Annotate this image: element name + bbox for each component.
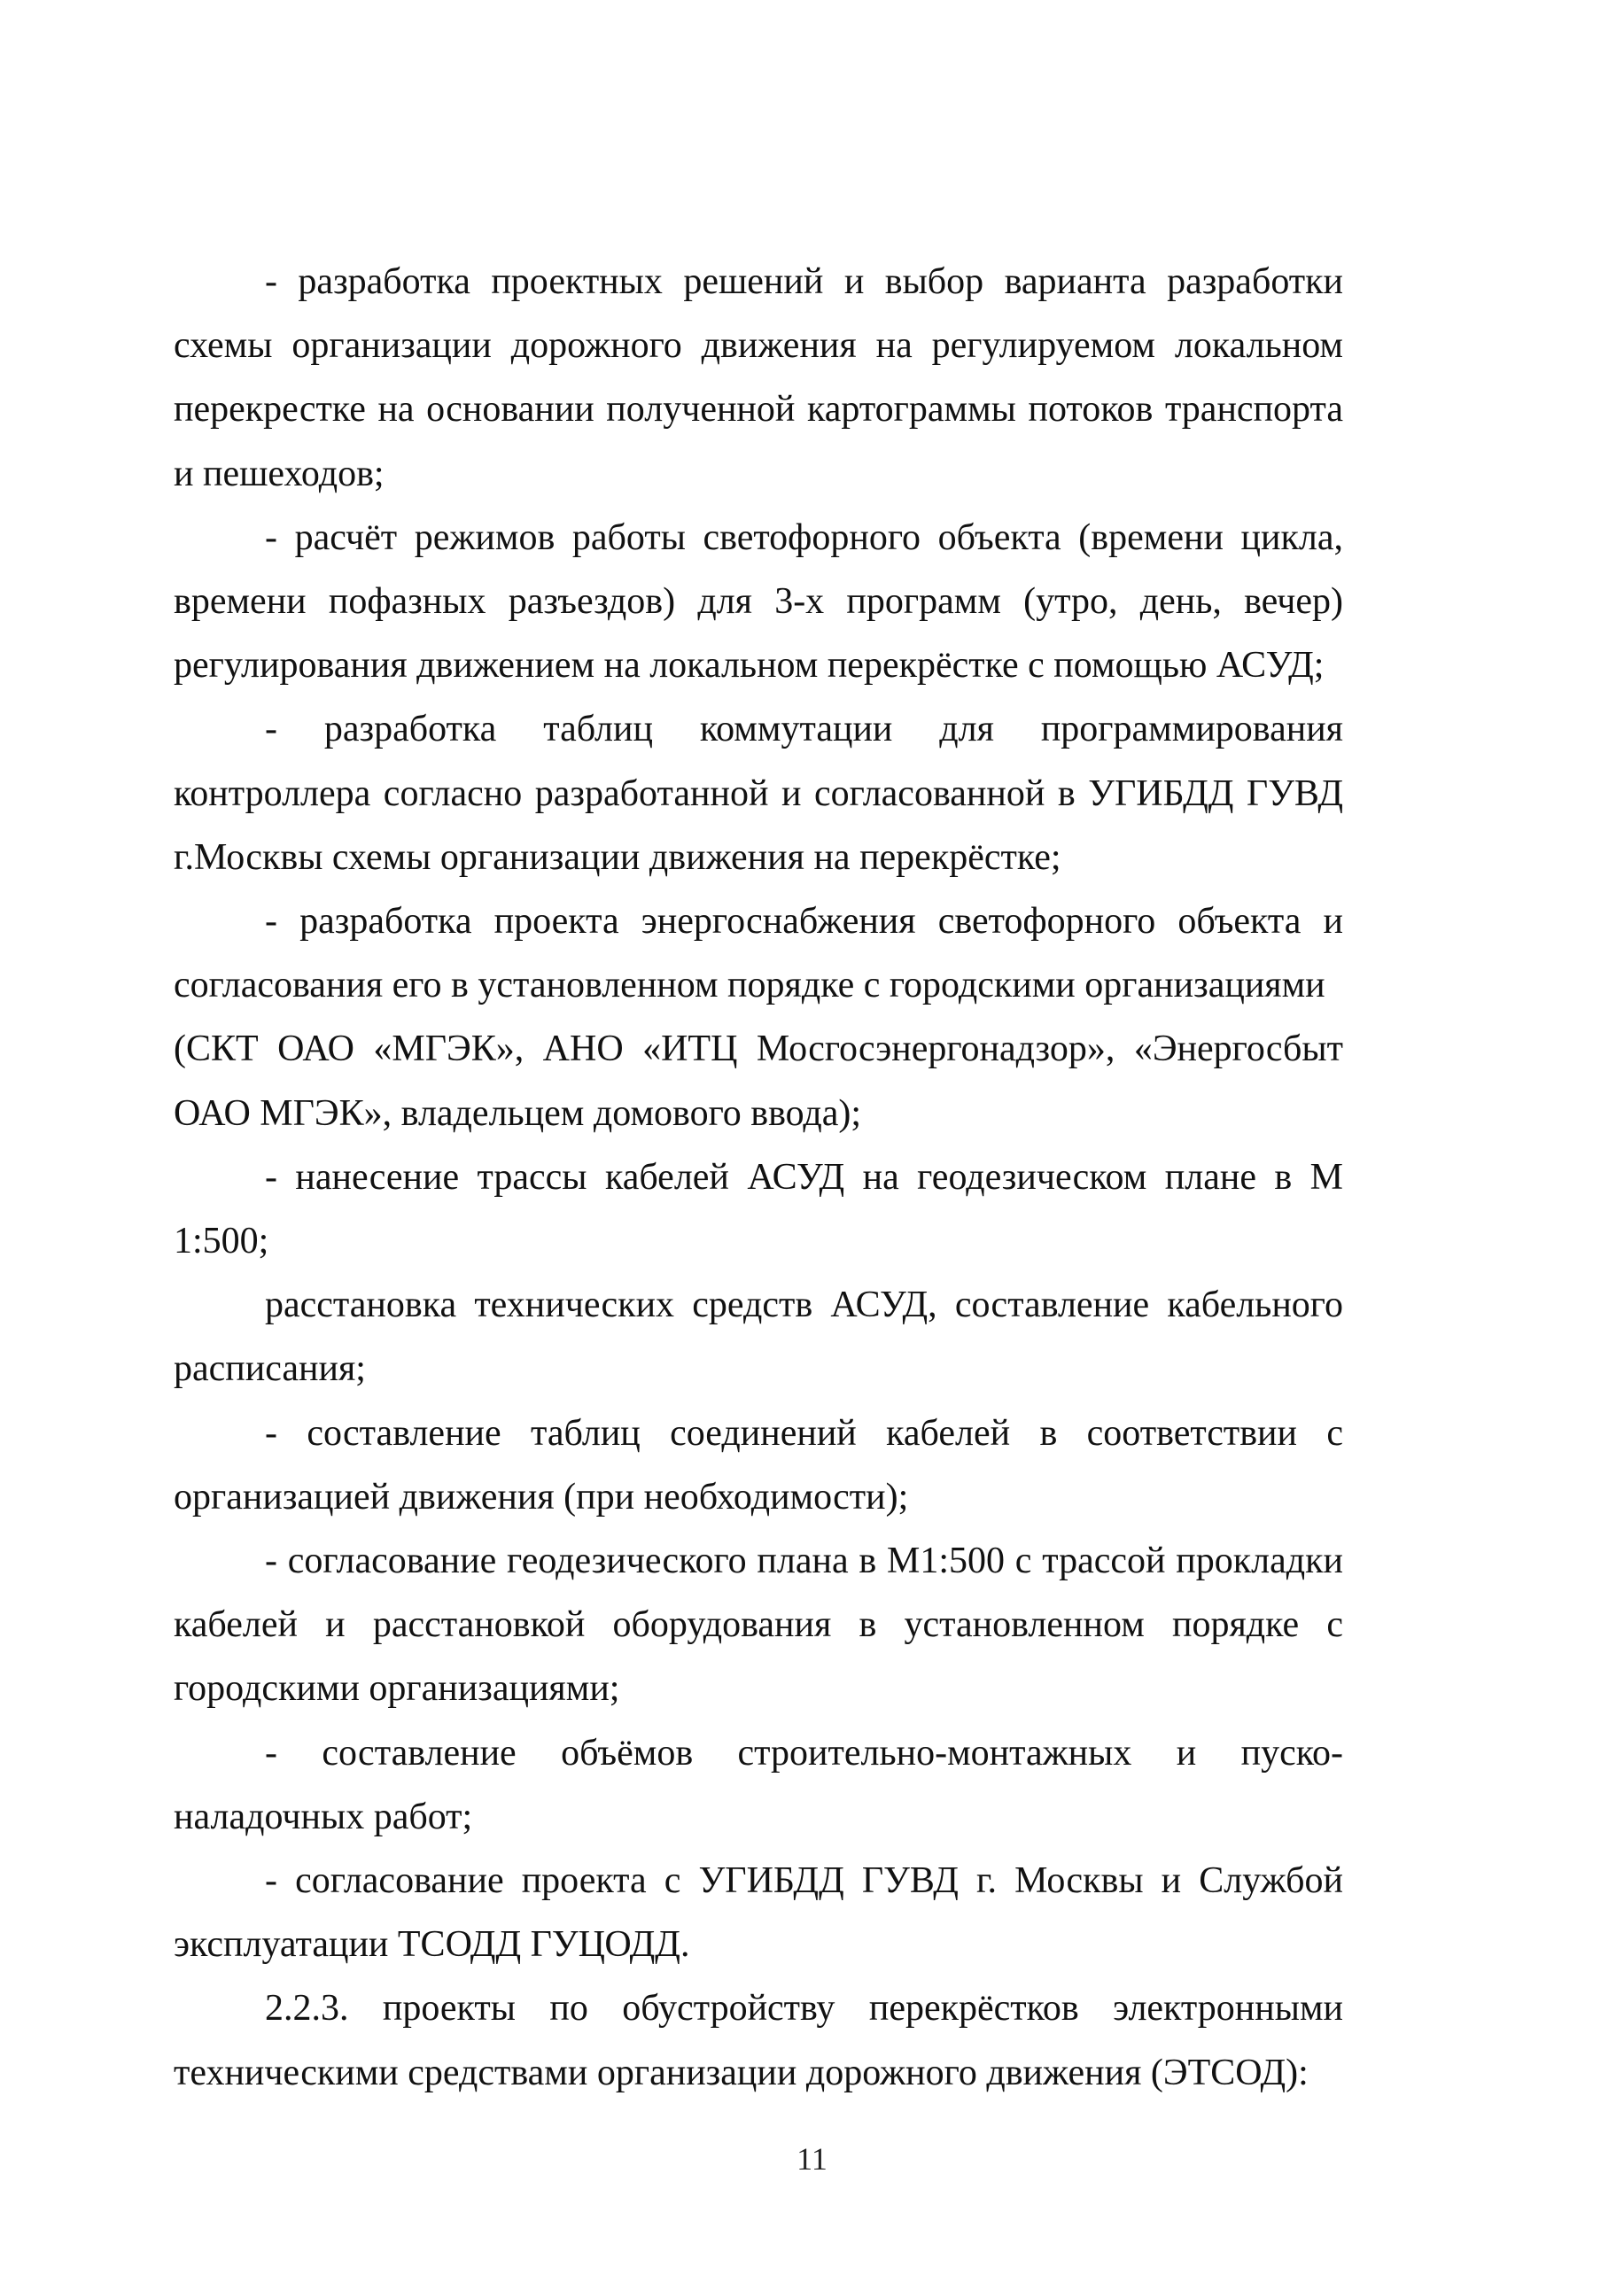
paragraph-cable-connections: - составление таблиц соединений кабелей в соответствии с организацией движения (при необходимости); (174, 1412, 1343, 1518)
paragraph-power-supply: - разработка проекта энергоснабжения светофорного объекта и согласования его в установленном порядке с городскими организациями (174, 901, 1343, 1006)
paragraph-project-solutions: - разработка проектных решений и выбор варианта разработки схемы организации дорожного движения на регулируемом локальном перекрестке на основании полученной картограммы потоков транспорта и пешеходов; (174, 261, 1343, 494)
paragraph-plan-approval: - согласование геодезического плана в М1:500 с трассой прокладки кабелей и расстановкой оборудования в установленном порядке с городскими организациями; (174, 1541, 1343, 1710)
paragraph-organizations: (СКТ ОАО «МГЭК», АНО «ИТЦ Мосгосэнергонадзор», «Энергосбыт ОАО МГЭК», владельцем домового ввода); (174, 1029, 1343, 1134)
page-number: 11 (796, 2141, 828, 2177)
paragraph-project-approval: - согласование проекта с УГИБДД ГУВД г. Москвы и Службой эксплуатации ТСОДД ГУЦОДД. (174, 1860, 1343, 1966)
paragraph-section-2-2-3: 2.2.3. проекты по обустройству перекрёстков электронными техническими средствами организации дорожного движения (ЭТСОД): (174, 1988, 1343, 2093)
paragraph-work-volumes: - составление объёмов строительно-монтажных и пуско-наладочных работ; (174, 1732, 1343, 1837)
paragraph-cable-route: - нанесение трассы кабелей АСУД на геодезическом плане в М 1:500; (174, 1156, 1343, 1262)
body-text (174, 250, 1343, 2105)
paragraph-signal-modes: - расчёт режимов работы светофорного объекта (времени цикла, времени пофазных разъездов) для 3-х программ (утро, день, вечер) регулирования движением на локальном перекрёстке с помощью АСУД; (174, 516, 1343, 687)
paragraph-switching-tables: - разработка таблиц коммутации для программирования контроллера согласно разработанной и согласованной в УГИБДД ГУВД г.Москвы схемы организации движения на перекрёстке; (174, 709, 1343, 878)
paragraph-equipment-placement: расстановка технических средств АСУД, составление кабельного расписания; (174, 1285, 1343, 1390)
